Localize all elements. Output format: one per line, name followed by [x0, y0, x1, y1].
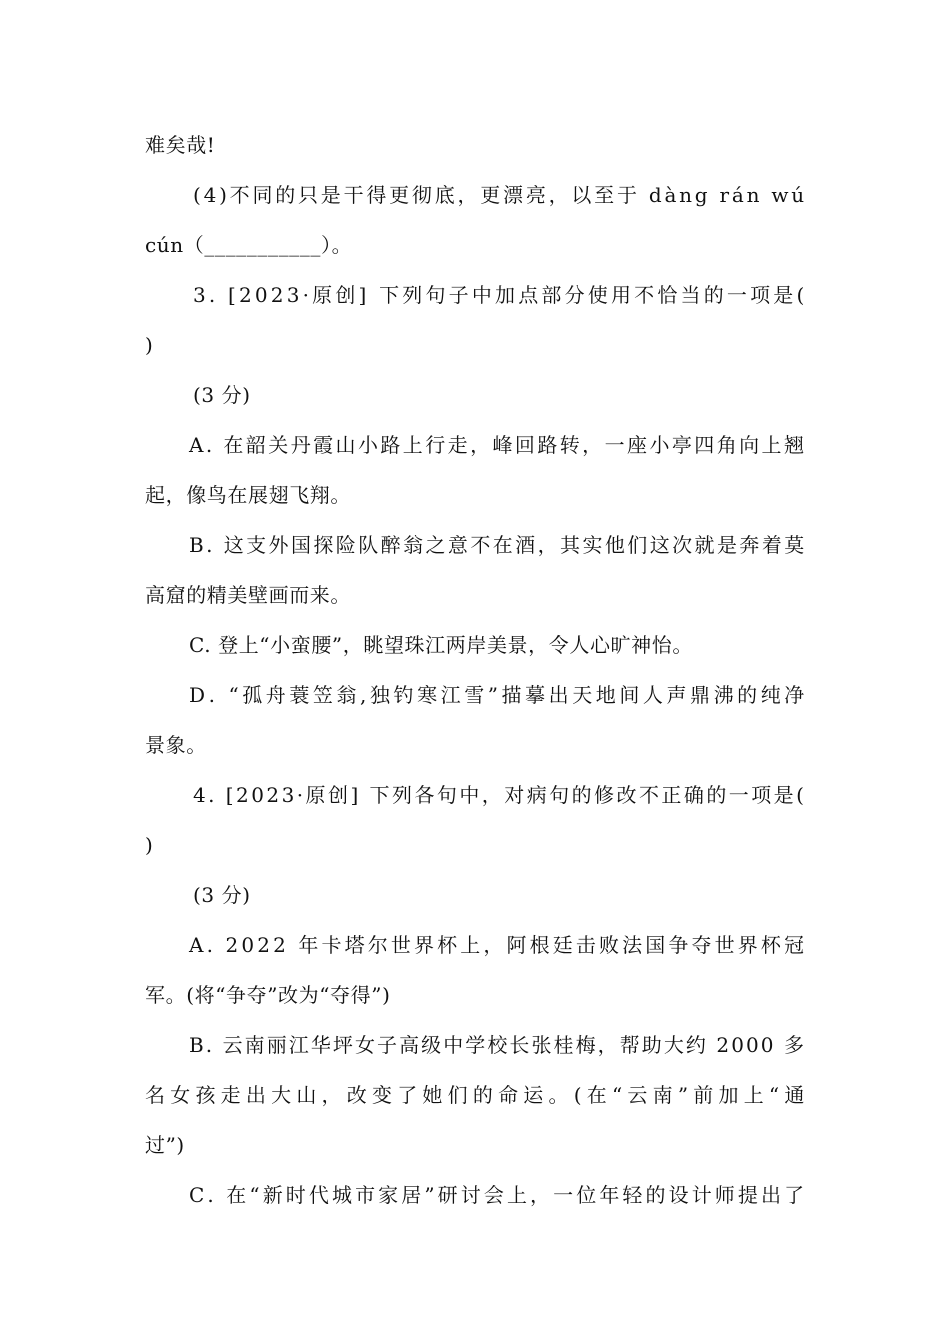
option-3b-line-1: B . 这 支 外 国 探 险 队 醉 翁 之 意 不 在 酒 ， 其 实 他 们 这 次 就 是 奔 着 莫 — [189, 533, 805, 557]
question-4-score: (3 分) — [193, 883, 251, 907]
option-3d-line-2: 景象。 — [145, 733, 207, 757]
question-3-stem: 3 . [ 2 0 2 3 · 原 创 ] 下 列 句 子 中 加 点 部 分 使 用 不 恰 当 的 一 项 是 ( — [193, 283, 805, 307]
option-4c-line-1: C . 在 “ 新 时 代 城 市 家 居 ” 研 讨 会 上 ， 一 位 年 轻 的 设 计 师 提 出 了 — [189, 1183, 805, 1207]
option-4b-line-2: 名 女 孩 走 出 大 山 ， 改 变 了 她 们 的 命 运 。 ( 在 “ 云 南 ” 前 加 上 “ 通 — [145, 1083, 805, 1107]
option-4a-line-1: A . 2 0 2 2 年 卡 塔 尔 世 界 杯 上 ， 阿 根 廷 击 败 法 国 争 夺 世 界 杯 冠 — [189, 933, 805, 957]
option-3d-line-1: D . “ 孤 舟 蓑 笠 翁 , 独 钓 寒 江 雪 ” 描 摹 出 天 地 间 人 声 鼎 沸 的 纯 净 — [189, 683, 805, 707]
option-4b-line-3: 过”) — [145, 1133, 185, 1157]
text-line-3: cún（___________）。 — [145, 233, 353, 257]
option-4b-line-1: B . 云 南 丽 江 华 坪 女 子 高 级 中 学 校 长 张 桂 梅 ， 帮 助 大 约 2 0 0 0 多 — [189, 1033, 805, 1057]
option-3a-line-1: A . 在 韶 关 丹 霞 山 小 路 上 行 走 ， 峰 回 路 转 ， 一 座 小 亭 四 角 向 上 翘 — [189, 433, 805, 457]
option-3c: C. 登上“小蛮腰”，眺望珠江两岸美景，令人心旷神怡。 — [189, 633, 693, 657]
text-line-1: 难矣哉! — [145, 133, 216, 157]
text-line-2: ( 4 ) 不 同 的 只 是 干 得 更 彻 底 ， 更 漂 亮 ， 以 至 于 d à n g r á n w ú — [193, 183, 805, 207]
document-page — [145, 133, 805, 1233]
question-3-score: (3 分) — [193, 383, 251, 407]
question-3-bracket-close: ) — [145, 333, 154, 357]
question-4-stem: 4 . [ 2 0 2 3 · 原 创 ] 下 列 各 句 中 ， 对 病 句 的 修 改 不 正 确 的 一 项 是 ( — [193, 783, 805, 807]
option-4a-line-2: 军。(将“争夺”改为“夺得”) — [145, 983, 391, 1007]
option-3b-line-2: 高窟的精美壁画而来。 — [145, 583, 351, 607]
question-4-bracket-close: ) — [145, 833, 154, 857]
option-3a-line-2: 起，像鸟在展翅飞翔。 — [145, 483, 351, 507]
